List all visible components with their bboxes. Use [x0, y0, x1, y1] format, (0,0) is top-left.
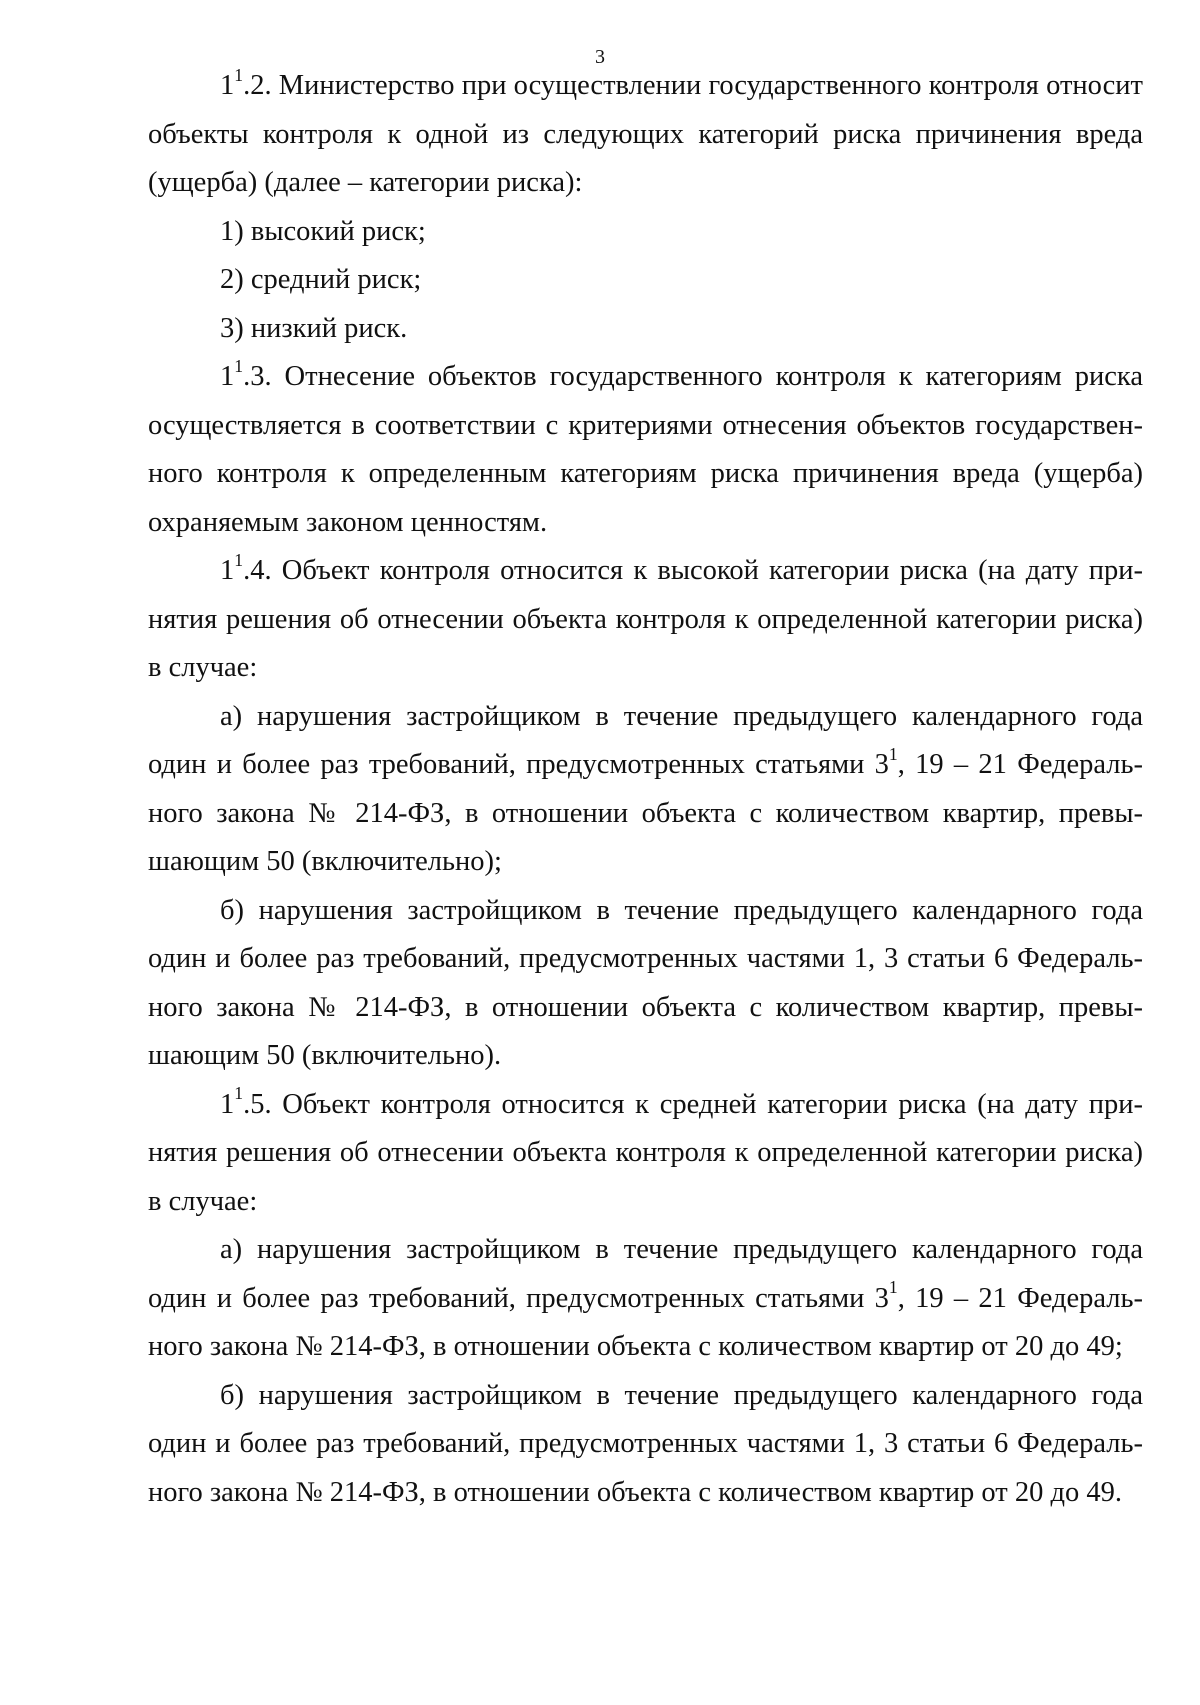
subclause-1-4-a: [148, 693, 1143, 887]
risk-item-low: 3) низкий риск.: [220, 312, 408, 344]
clause-superscript: 1: [234, 1083, 244, 1104]
clause-superscript: 1: [234, 549, 244, 570]
paragraph-1-2: [148, 62, 1143, 208]
subclause-1-5-a: [148, 1226, 1143, 1372]
paragraph-text: .2. Министерство при осуществлении государственного контроля относит объекты контроля к одной из следующих категорий риска причинения вреда (ущерба) (далее – категории риска):: [148, 70, 1143, 198]
paragraph-text: .5. Объект контроля относится к средней категории риска (на дату принятия решения об отнесении объекта контроля к определенной категории риска) в случае:: [148, 1088, 1143, 1217]
paragraph-text: .3. Отнесение объектов государственного контроля к категориям риска осуществляется в соответствии с критериями отнесения объектов государственного контроля к определенным категориям риска причинения вреда (ущерба) охраняемым законом ценностям.: [148, 361, 1143, 538]
subclause-1-5-b: б) нарушения застройщиком в течение предыдущего календарного года один и более раз требований, предусмотренных частями 1, 3 статьи 6 Федерального закона № 214-ФЗ, в отношении объекта с количеством квартир от 20 до 49.: [148, 1379, 1143, 1508]
clause-number: 1: [220, 361, 235, 392]
clause-number: 1: [220, 555, 235, 586]
paragraph-1-5: [148, 1081, 1143, 1227]
subclause-text: а) нарушения застройщиком в течение предыдущего календарного года один и более раз требований, предусмотренных статьями 3: [148, 1234, 1143, 1314]
subclause-text: а) нарушения застройщиком в течение предыдущего календарного года один и более раз требований, предусмотренных статьями 3: [148, 700, 1143, 780]
clause-superscript: 1: [234, 355, 244, 376]
paragraph-1-4: [148, 547, 1143, 693]
subclause-1-4-b: б) нарушения застройщиком в течение предыдущего календарного года один и более раз требований, предусмотренных частями 1, 3 статьи 6 Федерального закона № 214-ФЗ, в отношении объекта с количеством квартир, превышающим 50 (включительно).: [148, 894, 1143, 1071]
clause-number: 1: [220, 1088, 235, 1120]
subclause-text: , 19 – 21 Федерального закона № 214-ФЗ, в отношении объекта с количеством квартир от 20 до 49;: [148, 1282, 1144, 1362]
paragraph-1-3: [148, 353, 1143, 547]
risk-item-medium: 2) средний риск;: [220, 264, 422, 295]
subclause-text: , 19 – 21 Федерального закона № 214-ФЗ, в отношении объекта с количеством квартир, превышающим 50 (включительно);: [148, 749, 1144, 877]
page-number: 3: [595, 46, 605, 68]
paragraph-text: .4. Объект контроля относится к высокой категории риска (на дату принятия решения об отнесении объекта контроля к определенной категории риска) в случае:: [148, 555, 1143, 683]
risk-item-high: 1) высокий риск;: [220, 215, 426, 247]
article-superscript: 1: [888, 1277, 898, 1298]
document-body: [148, 62, 1143, 1517]
clause-superscript: 1: [234, 64, 244, 85]
clause-number: 1: [220, 70, 235, 101]
article-superscript: 1: [888, 743, 898, 764]
